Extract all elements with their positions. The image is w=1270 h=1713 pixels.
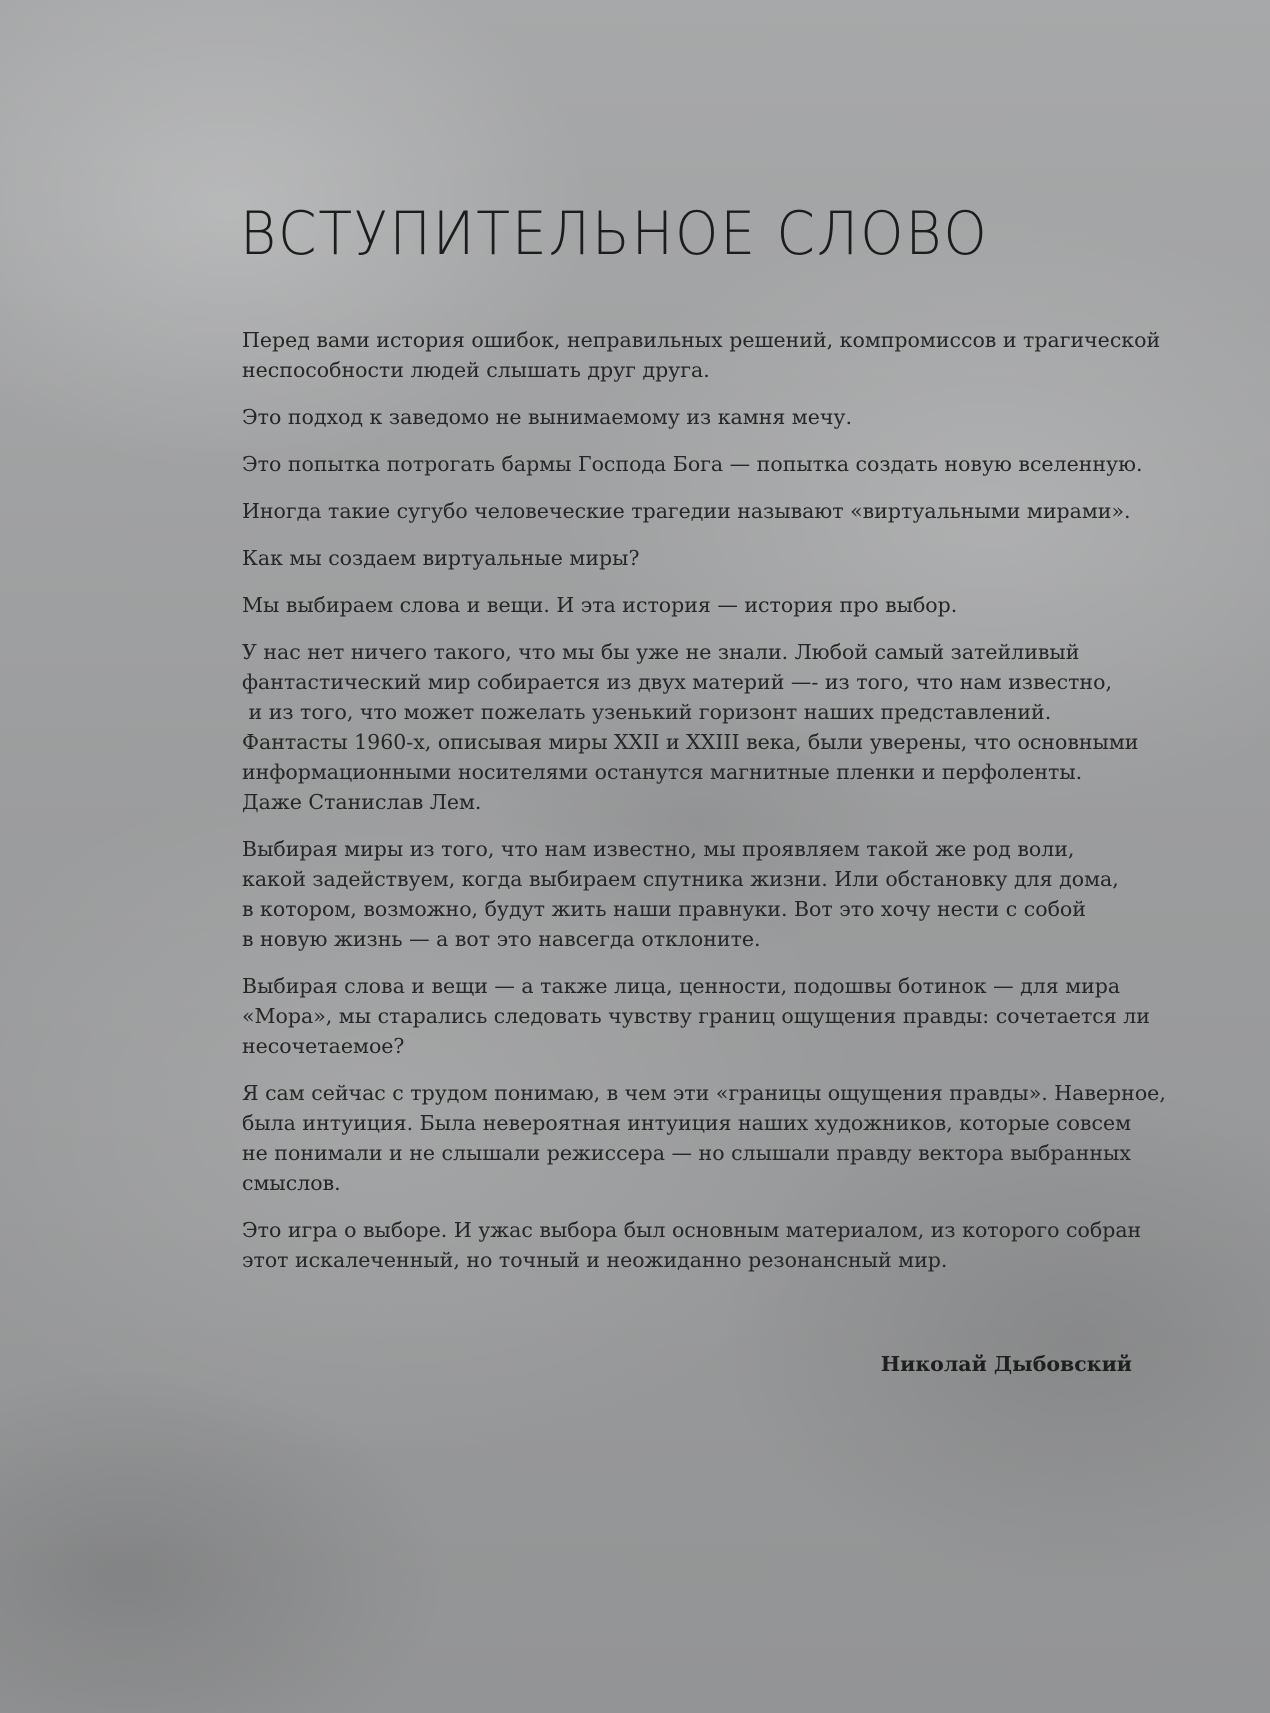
text-line: Это игра о выборе. И ужас выбора был основным материалом, из которого собран xyxy=(242,1218,1142,1242)
text-line: Фантасты 1960-х, описывая миры XXII и XXIII века, были уверены, что основными xyxy=(242,730,1139,754)
paragraph xyxy=(242,971,1172,1061)
paragraph xyxy=(242,1078,1172,1198)
text-line: какой задействуем, когда выбираем спутника жизни. Или обстановку для дома, xyxy=(242,867,1119,891)
text-line: У нас нет ничего такого, что мы бы уже не знали. Любой самый затейливый xyxy=(242,640,1080,664)
paragraph xyxy=(242,637,1172,817)
text-line: Я сам сейчас с трудом понимаю, в чем эти «границы ощущения правды». Наверное, xyxy=(242,1081,1166,1105)
body-text xyxy=(242,325,1172,1292)
text-line: Выбирая слова и вещи — а также лица, ценности, подошвы ботинок — для мира xyxy=(242,974,1121,998)
paragraph xyxy=(242,543,1172,573)
paragraph xyxy=(242,402,1172,432)
text-line: фантастический мир собирается из двух материй —- из того, что нам известно, xyxy=(242,670,1112,694)
text-line: «Мора», мы старались следовать чувству границ ощущения правды: сочетается ли xyxy=(242,1004,1150,1028)
text-line: и из того, что может пожелать узенький горизонт наших представлений. xyxy=(242,700,1052,724)
text-line: была интуиция. Была невероятная интуиция наших художников, которые совсем xyxy=(242,1111,1132,1135)
text-line: не понимали и не слышали режиссера — но слышали правду вектора выбранных xyxy=(242,1141,1131,1165)
paragraph xyxy=(242,449,1172,479)
text-line: Иногда такие сугубо человеческие трагедии называют «виртуальными мирами». xyxy=(242,499,1131,523)
paragraph xyxy=(242,590,1172,620)
paragraph xyxy=(242,325,1172,385)
text-line: смыслов. xyxy=(242,1171,341,1195)
text-line: этот искалеченный, но точный и неожиданно резонансный мир. xyxy=(242,1248,948,1272)
text-line: Перед вами история ошибок, неправильных решений, компромиссов и трагической xyxy=(242,328,1161,352)
text-line: Это подход к заведомо не вынимаемому из камня мечу. xyxy=(242,405,852,429)
text-line: Это попытка потрогать бармы Господа Бога — попытка создать новую вселенную. xyxy=(242,452,1143,476)
paragraph xyxy=(242,496,1172,526)
paragraph xyxy=(242,1215,1172,1275)
text-line: неспособности людей слышать друг друга. xyxy=(242,358,710,382)
text-line: Выбирая миры из того, что нам известно, мы проявляем такой же род воли, xyxy=(242,837,1075,861)
text-line: в новую жизнь — а вот это навсегда отклоните. xyxy=(242,927,761,951)
paragraph xyxy=(242,834,1172,954)
text-line: в котором, возможно, будут жить наши правнуки. Вот это хочу нести с собой xyxy=(242,897,1086,921)
text-line: Даже Станислав Лем. xyxy=(242,790,482,814)
author-signature: Николай Дыбовский xyxy=(880,1352,1132,1376)
text-line: Как мы создаем виртуальные миры? xyxy=(242,546,640,570)
text-line: Мы выбираем слова и вещи. И эта история — история про выбор. xyxy=(242,593,958,617)
text-line: несочетаемое? xyxy=(242,1034,405,1058)
page-title: ВСТУПИТЕЛЬНОЕ СЛОВО xyxy=(240,199,989,269)
text-line: информационными носителями останутся магнитные пленки и перфоленты. xyxy=(242,760,1083,784)
